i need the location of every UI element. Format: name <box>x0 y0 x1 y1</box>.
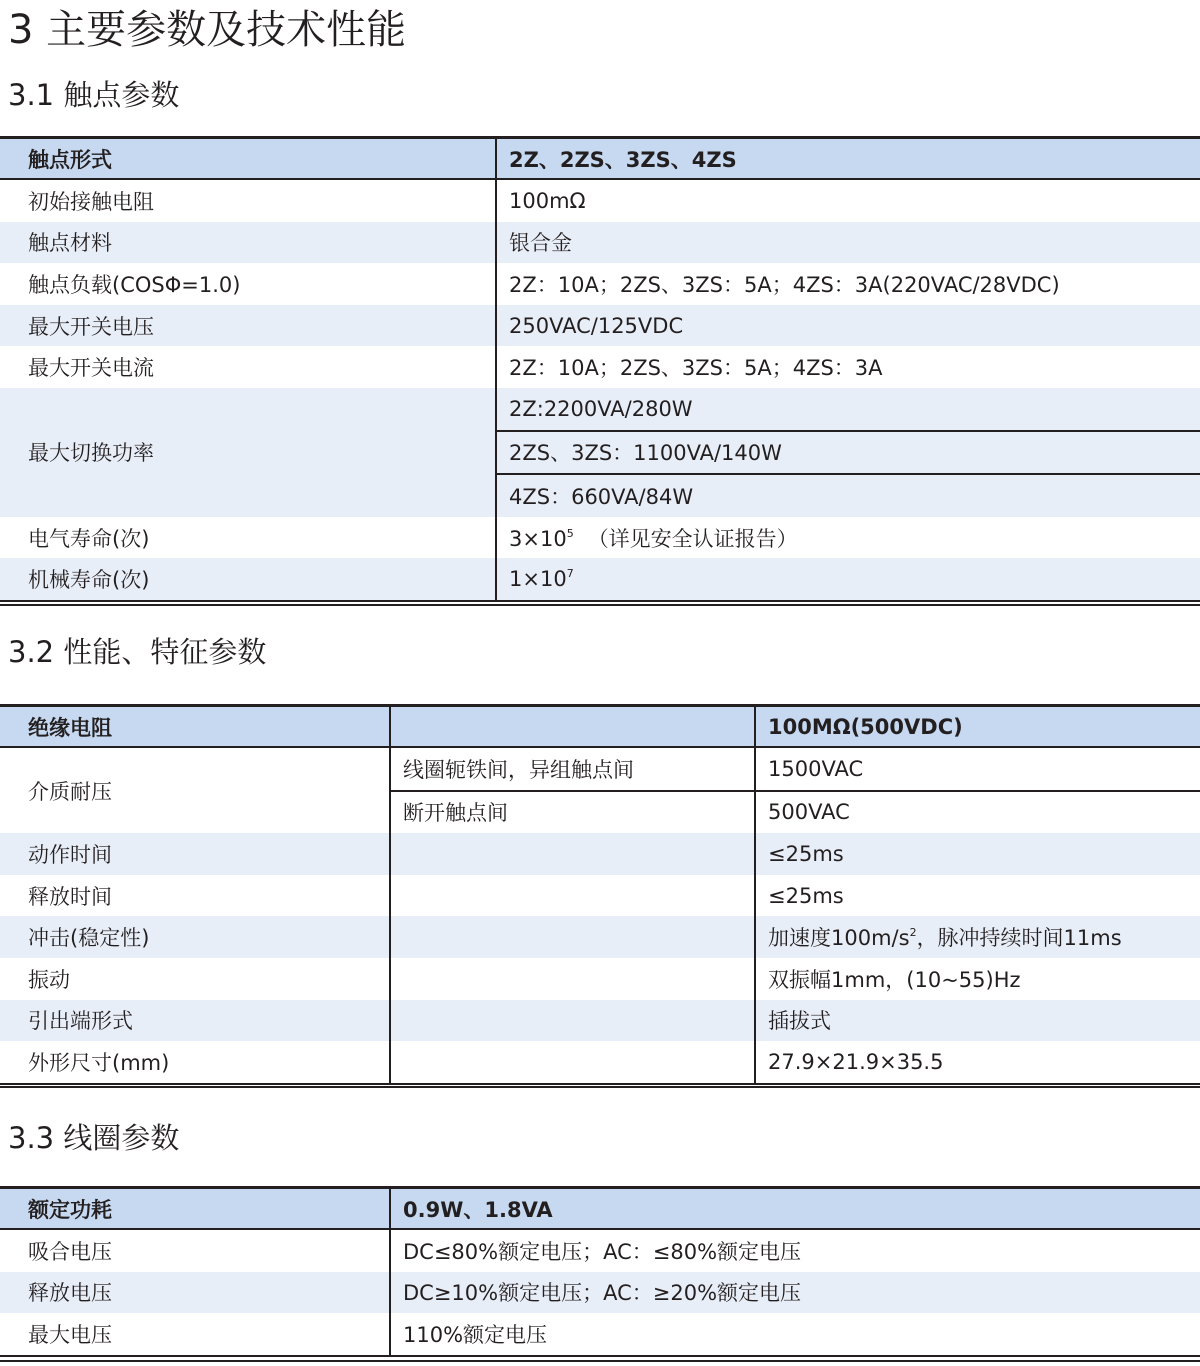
param-condition: 线圈轭铁间，异组触点间 <box>390 747 755 791</box>
table-header-row <box>0 138 1200 180</box>
param-label: 释放电压 <box>0 1272 390 1314</box>
param-label: 触点材料 <box>0 222 496 264</box>
section-divider <box>0 604 1200 606</box>
value-note: （详见安全认证报告） <box>587 526 798 551</box>
header-cell: 额定功耗 <box>0 1188 390 1230</box>
param-value: 250VAC/125VDC <box>496 305 1200 347</box>
exponent: 2 <box>909 926 917 940</box>
value-text: ，脉冲持续时间11ms <box>916 926 1122 951</box>
header-cell <box>390 706 755 748</box>
param-condition: 断开触点间 <box>390 791 755 834</box>
param-value <box>496 558 1200 601</box>
param-condition <box>390 833 755 875</box>
param-label: 触点负载(COSΦ=1.0) <box>28 272 241 297</box>
param-value: 2Z：10A；2ZS、3ZS：5A；4ZS：3A <box>496 346 1200 388</box>
section-divider <box>0 1086 1200 1088</box>
param-label: 介质耐压 <box>0 747 390 833</box>
section-heading-coil: 3.3 线圈参数 <box>8 1121 180 1155</box>
param-value: 2ZS、3ZS：1100VA/140W <box>496 431 1200 475</box>
table-header-row <box>0 706 1200 748</box>
param-value: 1500VAC <box>755 747 1200 791</box>
section-heading-contact: 3.1 触点参数 <box>8 78 180 112</box>
param-condition <box>390 958 755 1000</box>
param-label: 引出端形式 <box>0 1000 390 1042</box>
table-row <box>0 916 1200 958</box>
param-label: 动作时间 <box>0 833 390 875</box>
param-label: 外形尺寸(mm) <box>28 1050 170 1075</box>
header-cell: 绝缘电阻 <box>0 706 390 748</box>
table-row <box>0 1313 1200 1356</box>
param-condition <box>390 875 755 917</box>
param-label: 冲击(稳定性) <box>0 916 390 958</box>
value-text: 加速度100m/s <box>768 926 910 951</box>
coil-params-table <box>0 1186 1200 1357</box>
param-value: ≤25ms <box>755 875 1200 917</box>
exponent: 7 <box>566 567 574 581</box>
table-row <box>0 747 1200 791</box>
header-cell: 2Z、2ZS、3ZS、4ZS <box>496 138 1200 180</box>
param-value <box>755 916 1200 958</box>
param-value: 2Z:2200VA/280W <box>496 388 1200 431</box>
value-text: 1×10 <box>509 567 567 592</box>
param-condition <box>390 1041 755 1084</box>
param-value: DC≤80%额定电压；AC：≤80%额定电压 <box>390 1229 1200 1272</box>
param-label: 电气寿命(次) <box>28 526 150 551</box>
exponent: 5 <box>566 526 574 540</box>
param-label: 机械寿命(次) <box>0 558 496 601</box>
param-label: 振动 <box>28 967 70 992</box>
param-value: ≤25ms <box>755 833 1200 875</box>
param-value: 4ZS：660VA/84W <box>496 474 1200 517</box>
param-value <box>496 517 1200 559</box>
param-value: 插拔式 <box>755 1000 1200 1042</box>
table-row <box>0 263 1200 305</box>
page-title: 3 主要参数及技术性能 <box>8 7 407 53</box>
table-row <box>0 179 1200 222</box>
table-row <box>0 958 1200 1000</box>
table-row <box>0 305 1200 347</box>
param-value: 100mΩ <box>496 179 1200 222</box>
table-row <box>0 388 1200 431</box>
param-value: 双振幅1mm，(10~55)Hz <box>755 958 1200 1000</box>
performance-params-table <box>0 704 1200 1085</box>
param-value: 2Z：10A；2ZS、3ZS：5A；4ZS：3A(220VAC/28VDC) <box>496 263 1200 305</box>
param-value: 500VAC <box>755 791 1200 834</box>
param-value: 110%额定电压 <box>390 1313 1200 1356</box>
section-heading-performance: 3.2 性能、特征参数 <box>8 635 267 669</box>
value-text: 3×10 <box>509 526 567 551</box>
header-cell: 0.9W、1.8VA <box>390 1188 1200 1230</box>
table-row <box>0 558 1200 601</box>
table-row <box>0 1000 1200 1042</box>
param-condition <box>390 916 755 958</box>
param-label: 最大开关电流 <box>28 356 154 381</box>
param-label: 吸合电压 <box>28 1239 112 1264</box>
table-row <box>0 346 1200 388</box>
param-label: 最大电压 <box>28 1322 112 1347</box>
contact-params-table <box>0 136 1200 602</box>
table-header-row <box>0 1188 1200 1230</box>
section-divider <box>0 1360 1200 1362</box>
param-value: 27.9×21.9×35.5 <box>755 1041 1200 1084</box>
param-condition <box>390 1000 755 1042</box>
table-row <box>0 1272 1200 1314</box>
header-cell: 触点形式 <box>0 138 496 180</box>
table-row <box>0 222 1200 264</box>
param-label: 释放时间 <box>28 884 112 909</box>
table-row <box>0 517 1200 559</box>
param-label: 初始接触电阻 <box>28 189 154 214</box>
table-row <box>0 1041 1200 1084</box>
param-label: 最大开关电压 <box>0 305 496 347</box>
param-value: 银合金 <box>496 222 1200 264</box>
table-row <box>0 833 1200 875</box>
table-row <box>0 875 1200 917</box>
param-label: 最大切换功率 <box>0 388 496 517</box>
header-cell: 100MΩ(500VDC) <box>755 706 1200 748</box>
param-value: DC≥10%额定电压；AC：≥20%额定电压 <box>390 1272 1200 1314</box>
table-row <box>0 1229 1200 1272</box>
